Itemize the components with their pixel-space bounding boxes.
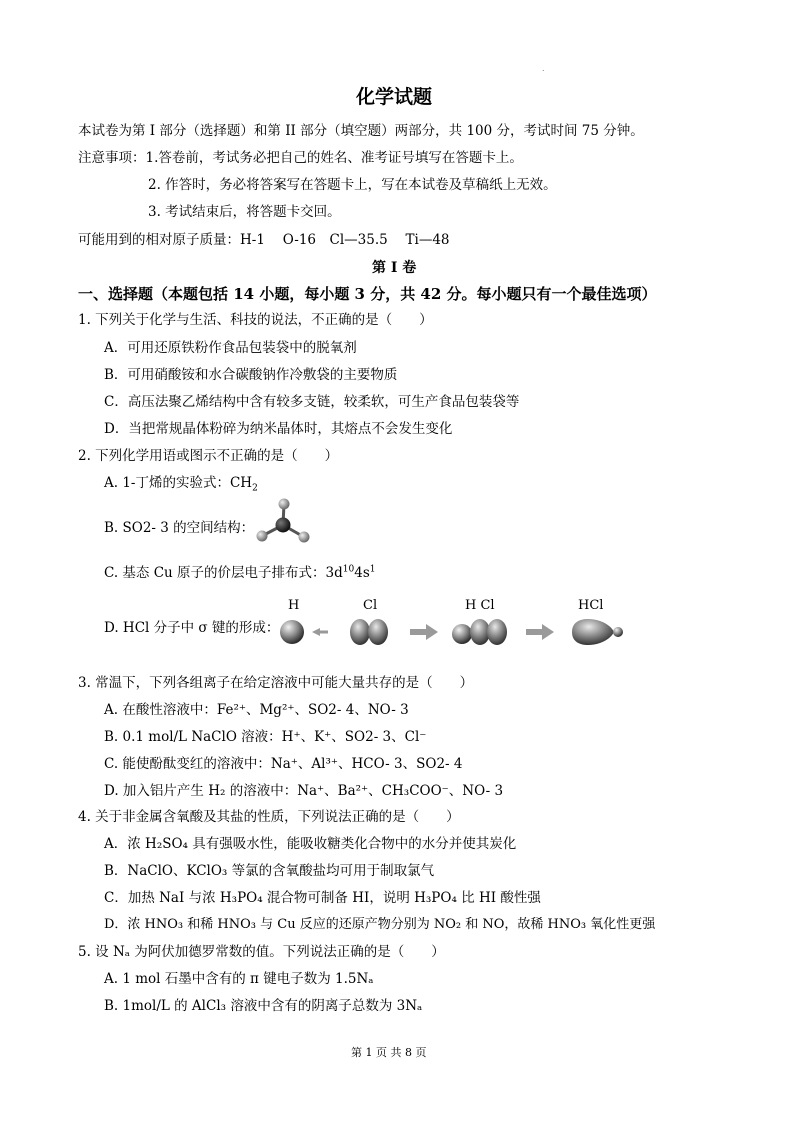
question-1-option-b: B．可用硝酸铵和水合碳酸钠作冷敷袋的主要物质: [104, 367, 398, 383]
question-2-option-d: D. HCl 分子中 σ 键的形成：: [104, 620, 280, 636]
question-1-stem: 1. 下列关于化学与生活、科技的说法，不正确的是（ ）: [78, 312, 433, 328]
sulfur-atom: [276, 518, 291, 533]
label-cl: Cl: [363, 598, 378, 613]
part-title: 第 I 卷: [372, 260, 417, 276]
label-hcl: HCl: [578, 598, 604, 613]
intro-line: 本试卷为第 I 部分（选择题）和第 II 部分（填空题）两部分，共 100 分，考试时间 75 分钟。: [78, 123, 644, 139]
notes-line-3: 3. 考试结束后，将答题卡交回。: [148, 204, 341, 220]
question-4-option-c: C．加热 NaI 与浓 H₃PO₄ 混合物可制备 HI，说明 H₃PO₄ 比 HI 酸性强: [104, 890, 541, 906]
question-2-stem: 2. 下列化学用语或图示不正确的是（ ）: [78, 448, 339, 464]
chlorine-p-orbital-lobe: [368, 619, 388, 645]
chlorine-p-orbital-lobe: [350, 619, 370, 645]
notes-line-1: 注意事项：1.答卷前，考试务必把自己的姓名、准考证号填写在答题卡上。: [78, 150, 523, 166]
oxygen-atom: [299, 532, 310, 543]
page-title: 化学试题: [356, 86, 433, 108]
question-4-option-a: A．浓 H₂SO₄ 具有强吸水性，能吸收糖类化合物中的水分并使其炭化: [104, 836, 517, 852]
page-footer: 第 1 页 共 8 页: [351, 1046, 427, 1059]
section-heading: 一、选择题（本题包括 14 小题，每小题 3 分，共 42 分。每小题只有一个最佳选项）: [78, 285, 657, 303]
arrow-right-icon: [526, 624, 554, 640]
question-1-option-a: A．可用还原铁粉作食品包装袋中的脱氧剂: [104, 340, 357, 356]
question-1-option-d: D．当把常规晶体粉碎为纳米晶体时，其熔点不会发生变化: [104, 421, 453, 437]
question-2-option-a: A. 1-丁烯的实验式：$CH_2$: [104, 475, 258, 494]
question-5-option-a: A. 1 mol 石墨中含有的 π 键电子数为 1.5Nₐ: [104, 971, 374, 987]
hydrogen-atom: [613, 627, 623, 637]
question-1-option-c: C．高压法聚乙烯结构中含有较多支链，较柔软，可生产食品包装袋等: [104, 394, 520, 410]
notes-line-2: 2. 作答时，务必将答案写在答题卡上，写在本试卷及草稿纸上无效。: [148, 177, 557, 193]
hcl-sigma-orbital: [572, 619, 614, 645]
question-2-option-c: C. 基态 Cu 原子的价层电子排布式：$3d^{10}4s^1$: [104, 564, 376, 581]
arrow-left-icon: [312, 628, 328, 636]
question-3-option-b: B. 0.1 mol/L NaClO 溶液：H⁺、K⁺、SO2- 3、Cl⁻: [104, 729, 427, 745]
hydrogen-s-orbital: [280, 620, 304, 644]
question-4-option-b: B．NaClO、KClO₃ 等氯的含氧酸盐均可用于制取氯气: [104, 863, 435, 879]
question-4-stem: 4. 关于非金属含氧酸及其盐的性质，下列说法正确的是（ ）: [78, 809, 460, 825]
atomic-masses: 可能用到的相对原子质量：H-1 O-16 Cl—35.5 Ti—48: [78, 232, 450, 248]
question-2-option-b: B. SO2- 3 的空间结构：: [104, 520, 255, 536]
question-3-option-d: D. 加入铝片产生 H₂ 的溶液中：Na⁺、Ba²⁺、CH₃COO⁻、NO- 3: [104, 783, 504, 799]
question-5-stem: 5. 设 Nₐ 为阿伏加德罗常数的值。下列说法正确的是（ ）: [78, 944, 445, 960]
sulfite-structure-diagram: [248, 496, 320, 556]
arrow-right-icon: [410, 624, 438, 640]
oxygen-atom: [279, 499, 290, 510]
label-h-cl: H Cl: [465, 598, 495, 613]
header-dot: .: [542, 64, 545, 73]
label-h: H: [288, 598, 300, 613]
oxygen-atom: [257, 531, 268, 542]
hcl-sigma-bond-diagram: [270, 596, 640, 656]
question-4-option-d: D．浓 HNO₃ 和稀 HNO₃ 与 Cu 反应的还原产物分别为 NO₂ 和 NO，故稀 HNO₃ 氧化性更强: [104, 917, 656, 932]
question-3-stem: 3. 常温下，下列各组离子在给定溶液中可能大量共存的是（ ）: [78, 675, 474, 691]
chlorine-p-orbital-lobe: [487, 619, 507, 645]
question-3-option-a: A. 在酸性溶液中：Fe²⁺、Mg²⁺、SO2- 4、NO- 3: [104, 702, 409, 718]
hydrogen-s-orbital: [452, 624, 472, 644]
question-5-option-b: B. 1mol/L 的 AlCl₃ 溶液中含有的阴离子总数为 3Nₐ: [104, 998, 423, 1014]
question-3-option-c: C. 能使酚酞变红的溶液中：Na⁺、Al³⁺、HCO- 3、SO2- 4: [104, 756, 463, 772]
